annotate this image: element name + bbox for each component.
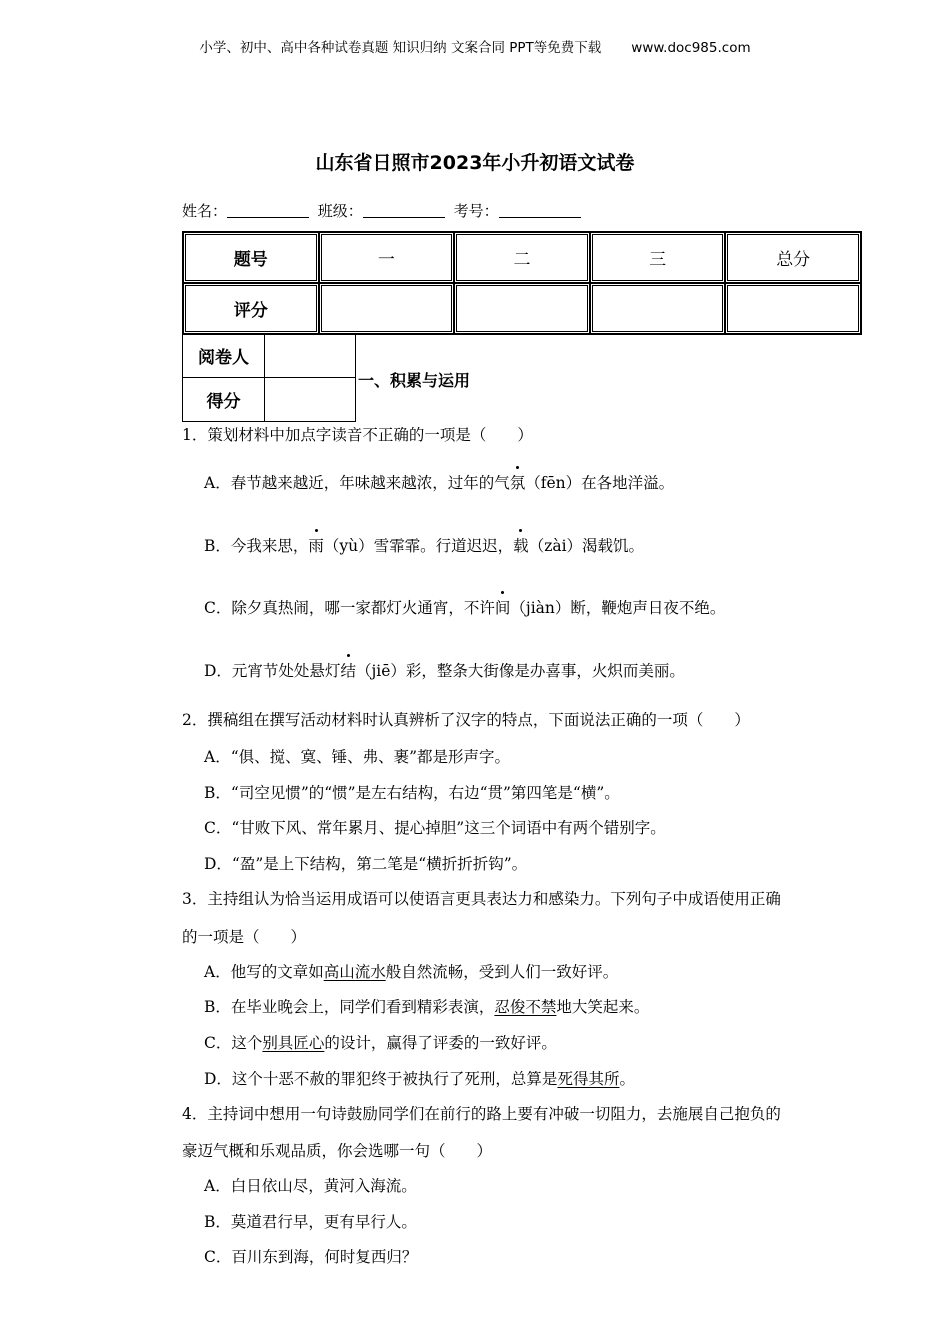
student-info — [182, 200, 585, 221]
exam-no-label: 考号： — [453, 202, 499, 220]
name-label: 姓名： — [182, 202, 228, 220]
score-cell — [319, 283, 455, 334]
q4-option-b: B．莫道君行早，更有早行人。 — [204, 1213, 417, 1231]
q2-option-a: A．“俱、搅、寞、锤、弗、裹”都是形声字。 — [204, 748, 511, 766]
q3-stem-line1: 3．主持组认为恰当运用成语可以使语言更具表达力和感染力。下列句子中成语使用正确 — [182, 890, 781, 908]
score-cell — [725, 283, 861, 334]
q4-option-a: A．白日依山尽，黄河入海流。 — [204, 1177, 417, 1195]
score-header-cell: 题号 — [183, 232, 319, 283]
score-cell — [454, 283, 590, 334]
dotted-char: 间 — [495, 596, 511, 618]
q2-option-c: C．“甘败下风、常年累月、提心掉胆”这三个词语中有两个错别字。 — [204, 819, 666, 837]
q2-option-b: B．“司空见惯”的“惯”是左右结构，右边“贯”第四笔是“横”。 — [204, 784, 620, 802]
q3-option-a: A．他写的文章如高山流水般自然流畅，受到人们一致好评。 — [204, 963, 619, 981]
dotted-char: 结 — [340, 659, 356, 681]
score-table-score-row — [183, 283, 861, 334]
section-title: 一、积累与运用 — [358, 371, 471, 390]
page-header — [0, 36, 950, 56]
score-value-cell — [265, 378, 356, 422]
q1-option-b: B．今我来思，雨（yù）雪霏霏。行道迟迟，载（zài）渴载饥。 — [204, 534, 644, 556]
q1-option-c: C．除夕真热闹，哪一家都灯火通宵，不许间（jiàn）断，鞭炮声日夜不绝。 — [204, 596, 725, 618]
score-cell — [590, 283, 726, 334]
header-url[interactable]: www.doc985.com — [631, 40, 751, 56]
underlined-idiom: 别具匠心 — [262, 1034, 325, 1052]
q1-option-a: A．春节越来越近，年味越来越浓，过年的气氛（fēn）在各地洋溢。 — [204, 471, 674, 493]
reader-cell — [265, 334, 356, 378]
exam-no-blank — [499, 203, 581, 218]
reader-score-box — [182, 333, 356, 422]
underlined-idiom: 死得其所 — [557, 1070, 620, 1088]
q2-stem: 2．撰稿组在撰写活动材料时认真辨析了汉字的特点，下面说法正确的一项（ ） — [182, 711, 750, 729]
q3-stem-line2: 的一项是（ ） — [182, 928, 307, 946]
class-blank — [363, 203, 445, 218]
score-table — [182, 231, 862, 335]
q1-option-d: D．元宵节处处悬灯结（jiē）彩，整条大街像是办喜事，火炽而美丽。 — [204, 659, 685, 681]
header-slogan: 小学、初中、高中各种试卷真题 知识归纳 文案合同 PPT等免费下载 — [199, 40, 602, 56]
class-label: 班级： — [317, 202, 363, 220]
underlined-idiom: 忍俊不禁 — [494, 998, 557, 1016]
name-blank — [227, 203, 309, 218]
score-header-cell: 三 — [590, 232, 726, 283]
q3-option-b: B．在毕业晚会上，同学们看到精彩表演，忍俊不禁地大笑起来。 — [204, 998, 650, 1016]
dotted-char: 载 — [513, 534, 529, 556]
score-header-cell: 总分 — [725, 232, 861, 283]
score-row-label: 评分 — [183, 283, 319, 334]
q4-stem-line2: 豪迈气概和乐观品质，你会选哪一句（ ） — [182, 1142, 493, 1160]
q2-option-d: D．“盈”是上下结构，第二笔是“横折折折钩”。 — [204, 855, 528, 873]
q3-option-c: C．这个别具匠心的设计，赢得了评委的一致好评。 — [204, 1034, 557, 1052]
underlined-idiom: 高山流水 — [323, 963, 386, 981]
reader-label: 阅卷人 — [183, 334, 265, 378]
score-table-header-row — [183, 232, 861, 283]
score-header-cell: 一 — [319, 232, 455, 283]
dotted-char: 氛 — [510, 471, 526, 493]
score-label: 得分 — [183, 378, 265, 422]
q1-stem: 1．策划材料中加点字读音不正确的一项是（ ） — [182, 426, 533, 444]
q4-stem-line1: 4．主持词中想用一句诗鼓励同学们在前行的路上要有冲破一切阻力，去施展自己抱负的 — [182, 1105, 781, 1123]
q4-option-c: C．百川东到海，何时复西归？ — [204, 1248, 418, 1266]
q3-option-d: D．这个十恶不赦的罪犯终于被执行了死刑，总算是死得其所。 — [204, 1070, 635, 1088]
page-title: 山东省日照市2023年小升初语文试卷 — [315, 152, 635, 174]
score-header-cell: 二 — [454, 232, 590, 283]
dotted-char: 雨 — [308, 534, 324, 556]
